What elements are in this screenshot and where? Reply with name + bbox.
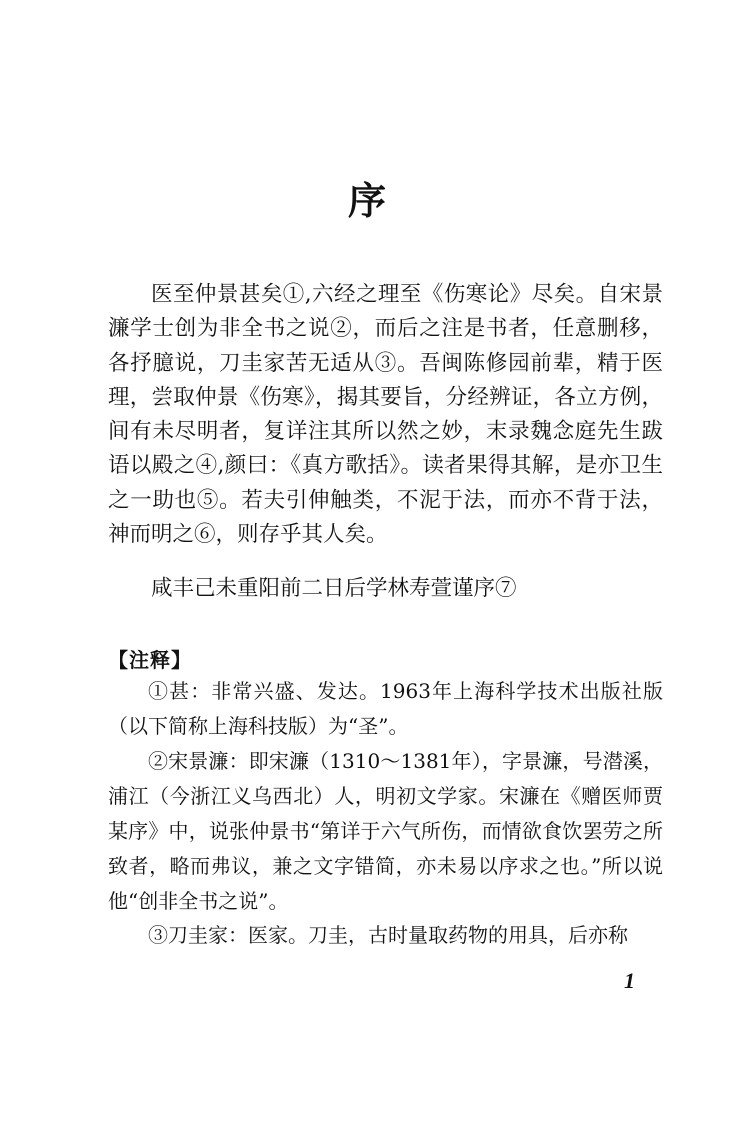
note-item: ②宋景濂：即宋濂（1310～1381年），字景濂，号潜溪，浦江（今浙江义乌西北）人，明初文学家。宋濂在《赠医师贾某序》中，说张仲景书“第详于六气所伤，而情欲食饮罢劳之所致者，略而弗议，兼之文字错简，亦未易以序求之也。”所以说他“创非全书之说”。 [108,749,663,913]
preface-signoff: 咸丰己未重阳前二日后学林寿萱谨序⑦ [151,576,517,601]
preface-paragraph: 医至仲景甚矣①,六经之理至《伤寒论》尽矣。自宋景濂学士创为非全书之说②，而后之注是书者，任意删移，各抒臆说，刀圭家苦无适从③。吾闽陈修园前辈，精于医理，尝取仲景《伤寒》，揭其要旨，分经辨证，各立方例，间有未尽明者，复详注其所以然之妙，末录魏念庭先生跋语以殿之④,颜曰：《真方歌括》。读者果得其解，是亦卫生之一助也⑤。若夫引伸触类，不泥于法，而亦不背于法，神而明之⑥，则存乎其人矣。 [108,282,663,548]
note-item: ①甚：非常兴盛、发达。1963年上海科学技术出版社版（以下简称上海科技版）为“圣”。 [108,679,663,738]
page-number: 1 [624,968,635,993]
note-item: ③刀圭家：医家。刀圭，古时量取药物的用具，后亦称 [148,923,628,947]
page-title: 序 [347,178,388,223]
notes-heading: 【注释】 [108,648,192,672]
